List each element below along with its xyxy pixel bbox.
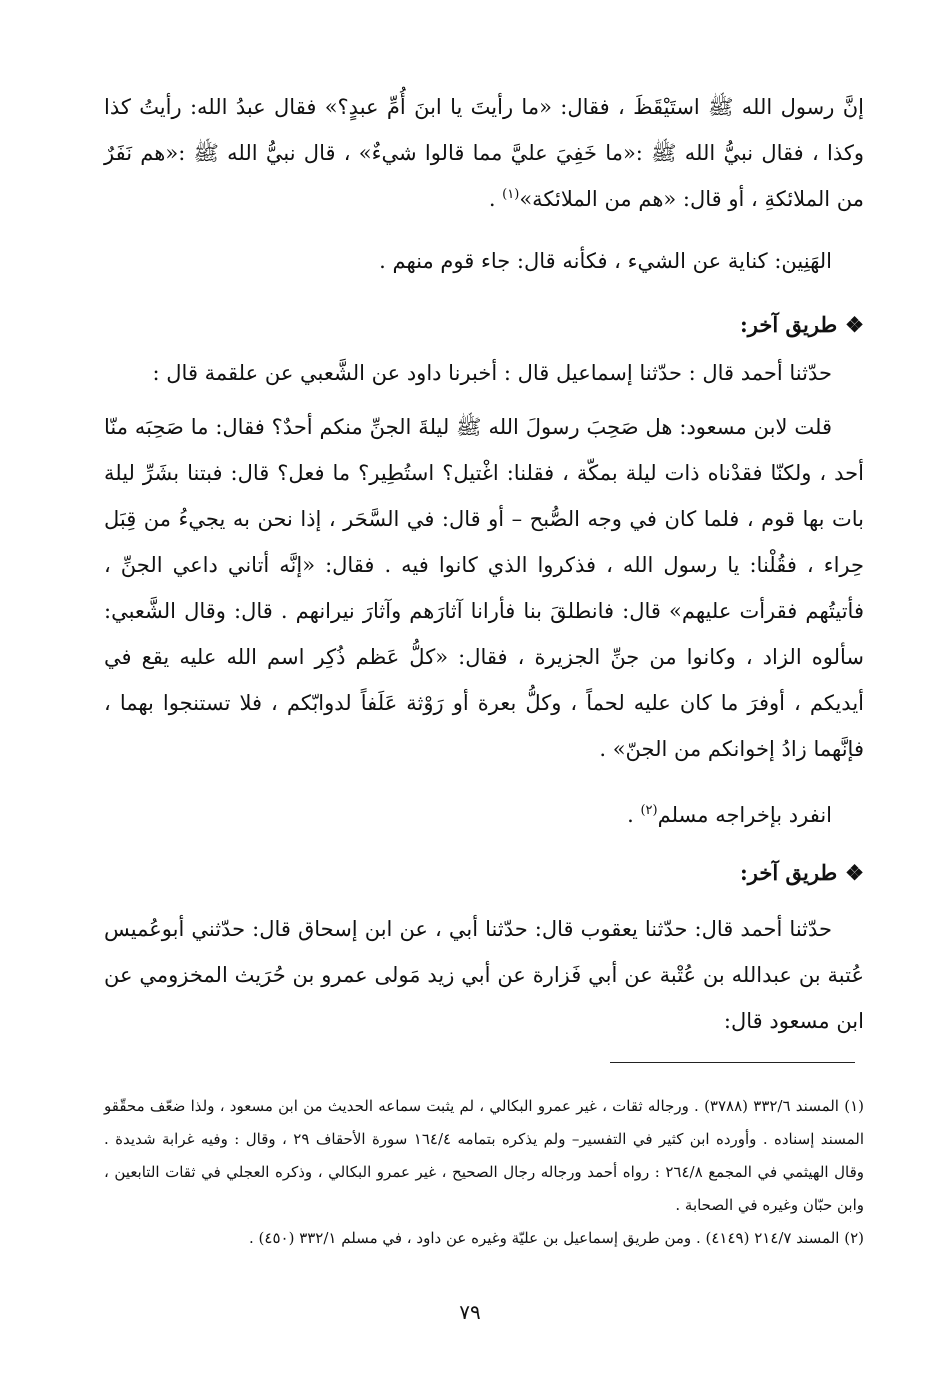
footnote-ref-1: (١) (502, 187, 520, 202)
paragraph-text: إنَّ رسول الله ﷺ استَيْقَظَ ، فقال: «ما رأيتَ يا ابنَ أُمِّ عبدٍ؟» فقال عبدُ الله: رأيتُ كذا وكذا ، فقال نبيُّ الله ﷺ :«ما خَفِيَ عليَّ مما قالوا شيءٌ» ، قال نبيُّ الله ﷺ :«هم نَفَرٌ من الملائكةِ ، أو قال: «هم من الملائكة» (104, 95, 864, 211)
footnote-ref-2: (٢) (640, 803, 658, 818)
paragraph-takhrij (104, 792, 864, 838)
heading-text: طريق آخر: (740, 860, 838, 885)
ornament-icon: ❖ (845, 312, 864, 337)
paragraph-isnad-1 (104, 350, 864, 396)
punctuation: . (488, 187, 503, 211)
footnote-divider (610, 1062, 855, 1063)
paragraph-text: حدّثنا أحمد قال : حدّثنا إسماعيل قال : أخبرنا داود عن الشَّعبي عن علقمة قال : (152, 361, 832, 385)
paragraph-text: انفرد بإخراجه مسلم (657, 803, 832, 827)
punctuation: . (627, 803, 641, 827)
page-number: ٧٩ (459, 1300, 481, 1324)
paragraph-hadith-continuation (104, 84, 864, 222)
paragraph-explanation (104, 238, 864, 284)
footnote-1: (١) المسند ٣٣٢/٦ (٣٧٨٨) . ورجاله ثقات ، غير عمرو البكالي ، لم يثبت سماعه الحديث من ابن مسعود ، ولذا ضعّف محقّقو المسند إسناده . وأورده ابن كثير في التفسير– ولم يذكره بتمامه ١٦٤/٤ سورة الأحقاف ٢٩ ، وقال : وفيه غرابة شديدة . وقال الهيثمي في المجمع ٢٦٤/٨ : رواه أحمد ورجاله رجال الصحيح ، غير عمرو البكالي ، وذكره العجلي في ثقات التابعين ، وابن حبّان وغيره في الصحابة . (104, 1097, 864, 1214)
paragraph-isnad-2 (104, 906, 864, 1044)
footnotes (104, 1090, 864, 1255)
section-heading-2 (104, 858, 864, 888)
paragraph-hadith-2 (104, 404, 864, 772)
paragraph-text: الهَنِين: كناية عن الشيء ، فكأنه قال: جاء قوم منهم . (379, 249, 832, 273)
paragraph-text: قلت لابن مسعود: هل صَحِبَ رسولَ الله ﷺ ليلةَ الجنِّ منكم أحدٌ؟ فقال: ما صَحِبَه منّا أحد ، ولكنّا فقدْناه ذات ليلة بمكّة ، فقلنا: اغْتيل؟ استُطِير؟ ما فعل؟ قال: فبتنا بشَرِّ ليلة بات بها قوم ، فلما كان في وجه الصُّبح – أو قال: في السَّحَر ، إذا نحن به يجيءُ من قِبَل حِراء ، فقُلْنا: يا رسول الله ، فذكروا الذي كانوا فيه . فقال: «إنَّه أتاني داعي الجنِّ ، فأتيتُهم فقرأت عليهم» قال: فانطلقَ بنا فأرانا آثارَهم وآثارَ نيرانهم . قال: وقال الشَّعبي: سألوه الزاد ، وكانوا من جنِّ الجزيرة ، فقال: «كلُّ عَظم ذُكِر اسم الله عليه يقع في أيديكم ، أوفرَ ما كان عليه لحماً ، وكلُّ بعرة أو رَوْثة عَلَفاً لدوابّكم ، فلا تستنجوا بهما ، فإنَّهما زادُ إخوانكم من الجنّ» . (104, 415, 864, 761)
paragraph-text: حدّثنا أحمد قال: حدّثنا يعقوب قال: حدّثنا أبي ، عن ابن إسحاق قال: حدّثني أبوعُميس عُتبة بن عبدالله بن عُتْبة عن أبي فَزارة عن أبي زيد مَولى عمرو بن حُرَيث المخزومي عن ابن مسعود قال: (104, 917, 864, 1033)
ornament-icon: ❖ (845, 860, 864, 885)
footnote-2: (٢) المسند ٢١٤/٧ (٤١٤٩) . ومن طريق إسماعيل بن عليّة وغيره عن داود ، في مسلم ٣٣٢/١ (٤٥٠) . (249, 1229, 864, 1247)
heading-text: طريق آخر: (740, 312, 838, 337)
section-heading-1 (104, 310, 864, 340)
